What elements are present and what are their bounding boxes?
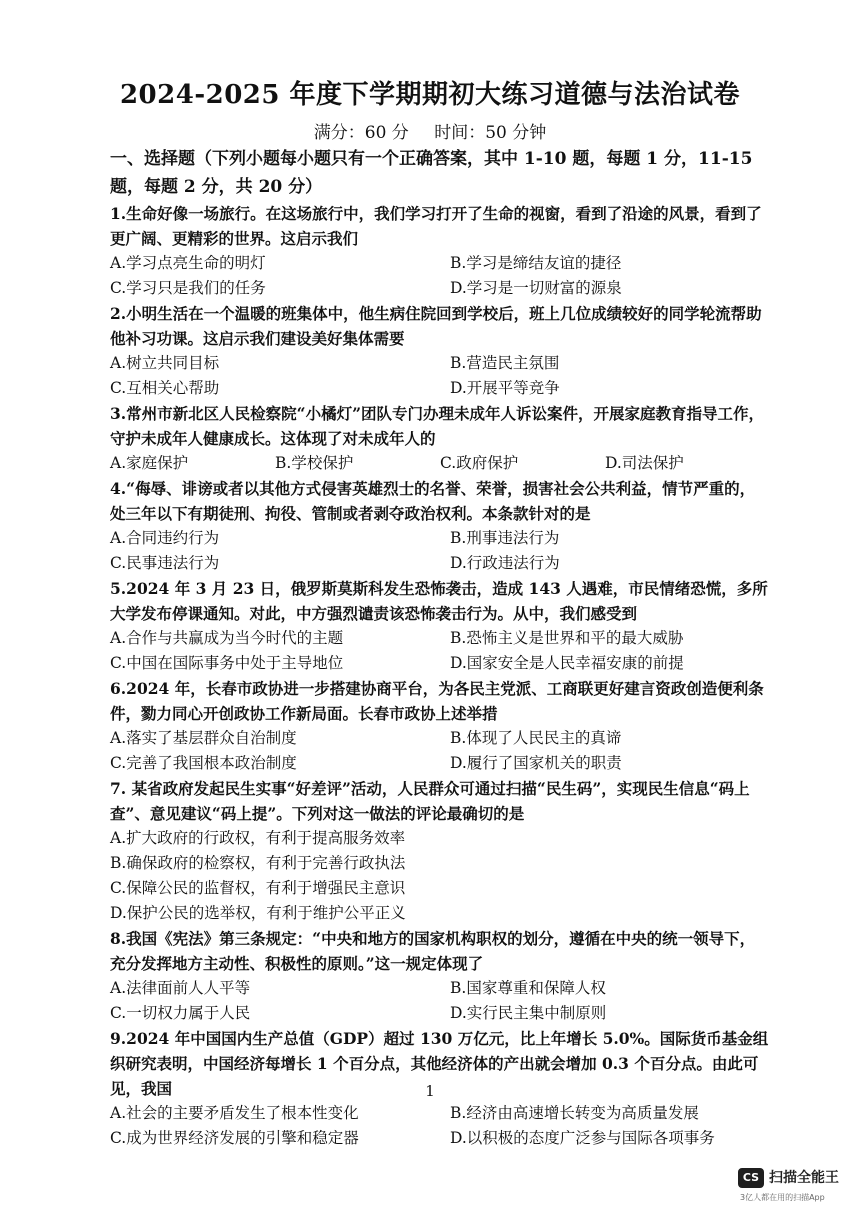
question-stem: 9.2024 年中国国内生产总值（GDP）超过 130 万亿元，比上年增长 5.0%。国际货币基金组织研究表明，中国经济每增长 1 个百分点，其他经济体的产出就会增加 0.3 个百分点。由此可见，我国 [110,1029,769,1098]
scanner-tagline: 3亿人都在用的扫描App [740,1193,825,1202]
exam-time: 时间：50 分钟 [434,123,547,143]
option-d: D.实行民主集中制原则 [450,1004,607,1022]
option-d: D.以积极的态度广泛参与国际各项事务 [450,1129,715,1147]
option-c: C.民事违法行为 [110,554,220,572]
option-c: C.完善了我国根本政治制度 [110,754,297,772]
question-stem: 5.2024 年 3 月 23 日，俄罗斯莫斯科发生恐怖袭击，造成 143 人遇难，市民情绪恐慌，多所大学发布停课通知。对此，中方强烈谴责该恐怖袭击行为。从中，我们感受到 [110,579,768,623]
option-c: C.学习只是我们的任务 [110,279,266,297]
question-4 [110,476,770,576]
option-a: A.树立共同目标 [110,354,220,372]
option-list [110,1101,770,1151]
question-stem: 4.“侮辱、诽谤或者以其他方式侵害英雄烈士的名誉、荣誉，损害社会公共利益，情节严重的，处三年以下有期徒刑、拘役、管制或者剥夺政治权利。本条款针对的是 [110,479,756,523]
option-c: C.互相关心帮助 [110,379,220,397]
option-c: C.成为世界经济发展的引擎和稳定器 [110,1129,359,1147]
option-b: B.刑事违法行为 [450,529,560,547]
question-stem: 8.我国《宪法》第三条规定：“中央和地方的国家机构职权的划分，遵循在中央的统一领导下，充分发挥地方主动性、积极性的原则。”这一规定体现了 [110,929,756,973]
option-a: A.家庭保护 [110,454,189,472]
option-a: A.学习点亮生命的明灯 [110,254,266,272]
question-9 [110,1026,770,1151]
page-number: 1 [425,1082,435,1100]
question-8 [110,926,770,1026]
option-b: B.学习是缔结友谊的捷径 [450,254,622,272]
scanner-app-name: 扫描全能王 [769,1170,839,1186]
scanner-logo-icon: CS [738,1168,764,1188]
question-5 [110,576,770,676]
option-b: B.体现了人民民主的真谛 [450,729,622,747]
option-a: A.扩大政府的行政权，有利于提高服务效率 [110,829,406,847]
option-b: B.学校保护 [275,454,354,472]
question-list [110,201,770,1151]
section-heading: 一、选择题（下列小题每小题只有一个正确答案，其中 1-10 题，每题 1 分，11-15 题，每题 2 分，共 20 分） [110,149,753,197]
option-d: D.开展平等竞争 [450,379,560,397]
option-d: D.学习是一切财富的源泉 [450,279,622,297]
option-a: A.法律面前人人平等 [110,979,251,997]
option-d: D.行政违法行为 [450,554,560,572]
option-b: B.经济由高速增长转变为高质量发展 [450,1104,699,1122]
option-list [110,251,770,301]
option-list [110,976,770,1026]
option-list [110,726,770,776]
question-stem: 3.常州市新北区人民检察院“小橘灯”团队专门办理未成年人诉讼案件，开展家庭教育指导工作，守护未成年人健康成长。这体现了对未成年人的 [110,404,765,448]
scanner-watermark [738,1166,848,1206]
option-list [110,451,770,476]
option-c: C.一切权力属于人民 [110,1004,251,1022]
option-b: B.国家尊重和保障人权 [450,979,606,997]
question-7 [110,776,770,926]
option-d: D.保护公民的选举权，有利于维护公平正义 [110,904,406,922]
exam-title: 2024-2025 年度下学期期初大练习道德与法治试卷 [119,80,741,110]
question-2 [110,301,770,401]
option-c: C.政府保护 [440,454,519,472]
total-score: 满分：60 分 [313,123,409,143]
option-c: C.保障公民的监督权，有利于增强民主意识 [110,879,406,897]
option-a: A.合同违约行为 [110,529,220,547]
question-6 [110,676,770,776]
option-list [110,526,770,576]
option-list [110,626,770,676]
option-a: A.落实了基层群众自治制度 [110,729,297,747]
option-list [110,351,770,401]
question-stem: 2.小明生活在一个温暖的班集体中，他生病住院回到学校后，班上几位成绩较好的同学轮流帮助他补习功课。这启示我们建设美好集体需要 [110,304,762,348]
question-stem: 7. 某省政府发起民生实事“好差评”活动，人民群众可通过扫描“民生码”，实现民生信息“码上查”、意见建议“码上提”。下列对这一做法的评论最确切的是 [110,779,750,823]
option-d: D.司法保护 [605,454,684,472]
option-d: D.国家安全是人民幸福安康的前提 [450,654,684,672]
option-a: A.合作与共赢成为当今时代的主题 [110,629,344,647]
option-a: A.社会的主要矛盾发生了根本性变化 [110,1104,359,1122]
option-list [110,826,770,926]
question-stem: 6.2024 年，长春市政协进一步搭建协商平台，为各民主党派、工商联更好建言资政创造便利条件，勠力同心开创政协工作新局面。长春市政协上述举措 [110,679,764,723]
question-1 [110,201,770,301]
question-3 [110,401,770,476]
question-stem: 1.生命好像一场旅行。在这场旅行中，我们学习打开了生命的视窗，看到了沿途的风景，看到了更广阔、更精彩的世界。这启示我们 [110,204,762,248]
option-b: B.营造民主氛围 [450,354,560,372]
option-b: B.确保政府的检察权，有利于完善行政执法 [110,854,406,872]
option-d: D.履行了国家机关的职责 [450,754,622,772]
exam-info [0,118,860,143]
option-b: B.恐怖主义是世界和平的最大威胁 [450,629,684,647]
option-c: C.中国在国际事务中处于主导地位 [110,654,344,672]
